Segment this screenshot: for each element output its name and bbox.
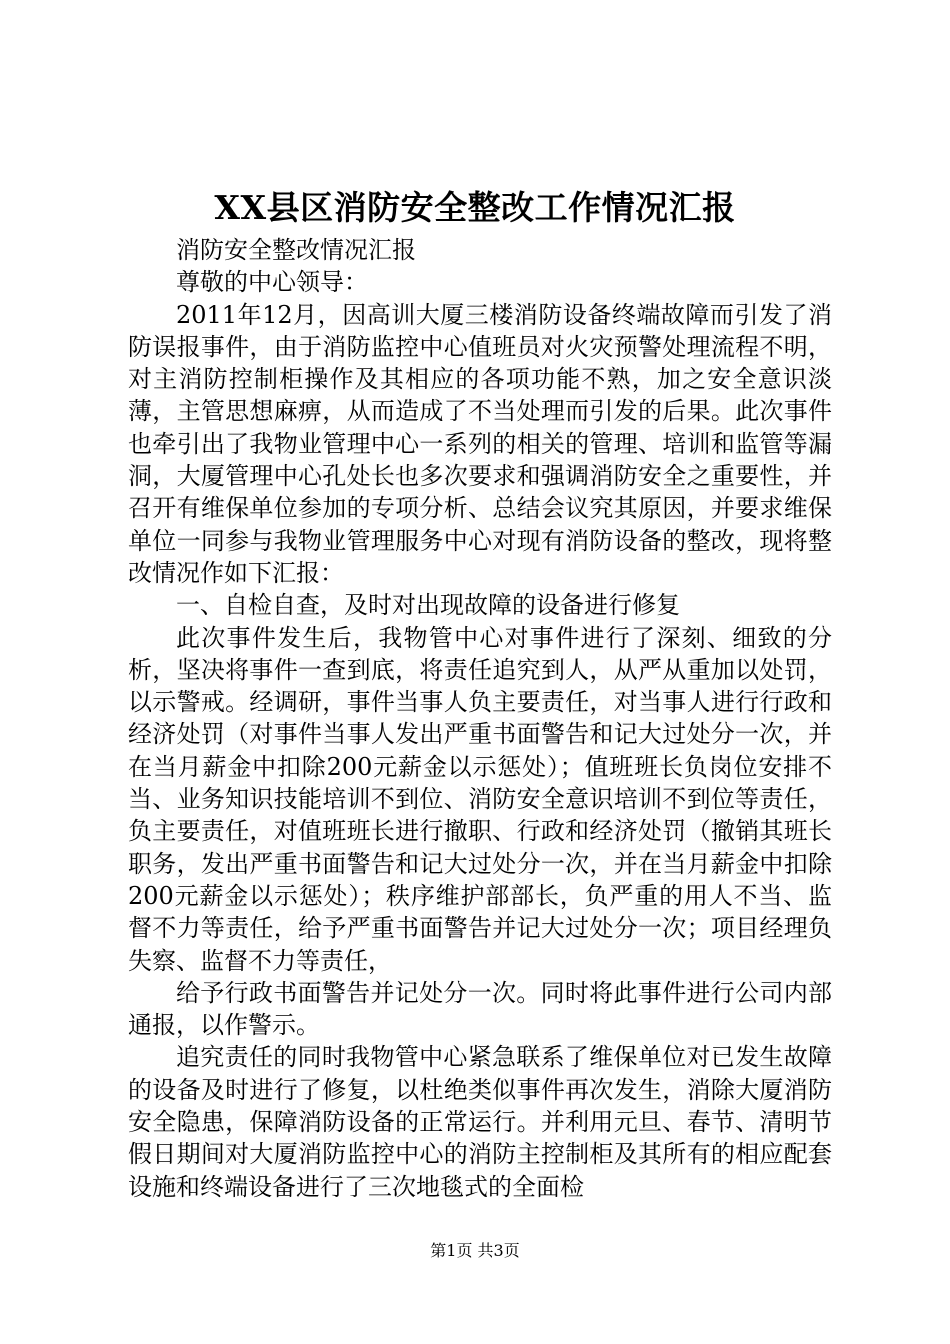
document-title: XX县区消防安全整改工作情况汇报 <box>214 188 736 227</box>
document-body <box>128 234 832 1203</box>
body-paragraph: 此次事件发生后，我物管中心对事件进行了深刻、细致的分析，坚决将事件一查到底，将责任追究到人，从严从重加以处罚，以示警戒。经调研，事件当事人负主要责任，对当事人进行行政和经济处罚（对事件当事人发出严重书面警告和记大过处分一次，并在当月薪金中扣除200元薪金以示惩处）；值班班长负岗位安排不当、业务知识技能培训不到位、消防安全意识培训不到位等责任，负主要责任，对值班班长进行撤职、行政和经济处罚（撤销其班长职务，发出严重书面警告和记大过处分一次，并在当月薪金中扣除200元薪金以示惩处）；秩序维护部部长，负严重的用人不当、监督不力等责任，给予严重书面警告并记大过处分一次；项目经理负失察、监督不力等责任， <box>128 623 832 975</box>
subtitle-paragraph: 消防安全整改情况汇报 <box>176 236 416 264</box>
body-paragraph: 追究责任的同时我物管中心紧急联系了维保单位对已发生故障的设备及时进行了修复，以杜绝类似事件再次发生，消除大厦消防安全隐患，保障消防设备的正常运行。并利用元旦、春节、清明节假日期间对大厦消防监控中心的消防主控制柜及其所有的相应配套设施和终端设备进行了三次地毯式的全面检 <box>128 1043 832 1201</box>
body-paragraph: 给予行政书面警告并记处分一次。同时将此事件进行公司内部通报，以作警示。 <box>128 978 832 1040</box>
section-heading: 一、自检自查，及时对出现故障的设备进行修复 <box>176 591 680 620</box>
body-paragraph: 2011年12月，因高训大厦三楼消防设备终端故障而引发了消防误报事件，由于消防监控中心值班员对火灾预警处理流程不明，对主消防控制柜操作及其相应的各项功能不熟，加之安全意识淡薄，主管思想麻痹，从而造成了不当处理而引发的后果。此次事件也牵引出了我物业管理中心一系列的相关的管理、培训和监管等漏洞，大厦管理中心孔处长也多次要求和强调消防安全之重要性，并召开有维保单位参加的专项分析、总结会议究其原因，并要求维保单位一同参与我物业管理服务中心对现有消防设备的整改，现将整改情况作如下汇报： <box>128 300 832 587</box>
salutation-paragraph: 尊敬的中心领导： <box>176 268 368 297</box>
page-number-footer: 第1页 共3页 <box>430 1241 520 1260</box>
